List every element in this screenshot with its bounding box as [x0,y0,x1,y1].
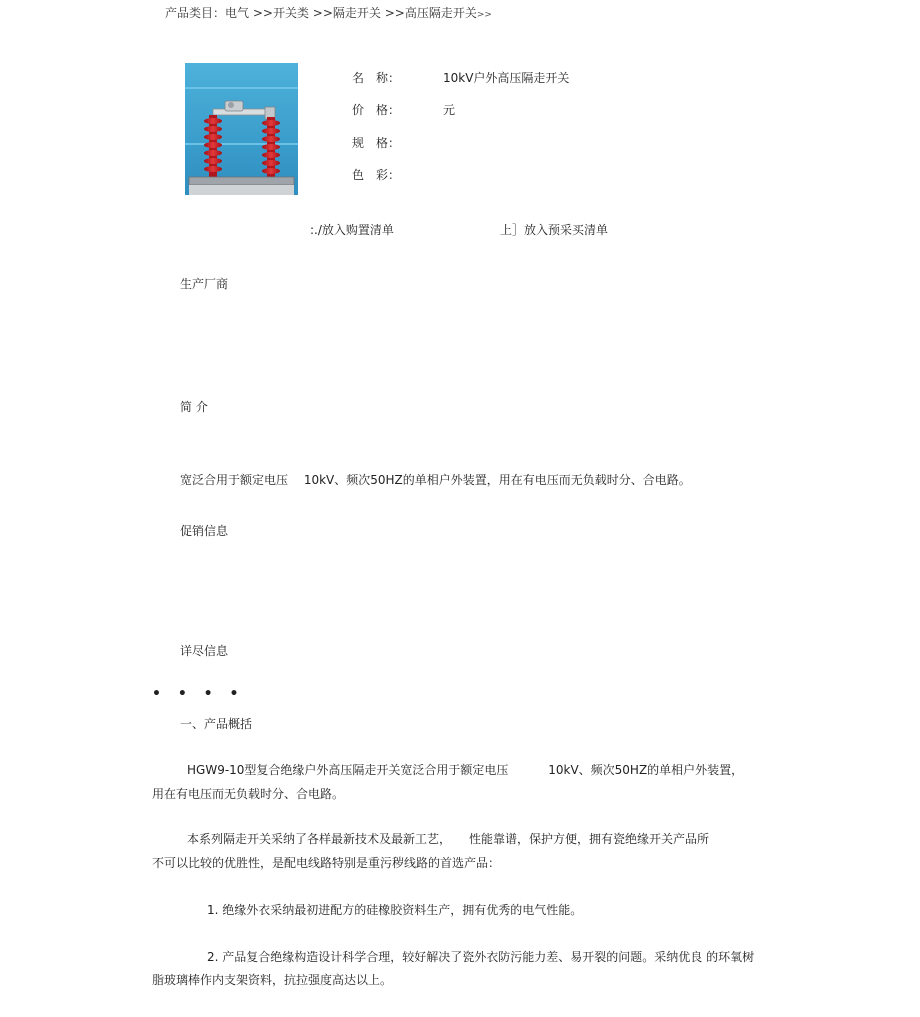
spec-value-name: 10kV户外高压隔走开关 [443,71,570,85]
spec-label-color: 色 彩： [352,168,401,182]
manufacturer-heading: 生产厂商 [180,277,229,291]
overview-para1-line1: HGW9-10型复合绝缘户外高压隔走开关宽泛合用于额定电压 10kV、频次50HZ的单相户外装置， [187,763,744,777]
isolating-switch-illustration [185,57,298,195]
breadcrumb-separator: >> [308,6,333,20]
intro-text: 宽泛合用于额定电压 10kV、频次50HZ的单相户外装置，用在有电压而无负载时分、合电路。 [180,473,691,487]
feature-item-2-line1: 2. 产品复合绝缘构造设计科学合理，较好解决了瓷外衣防污能力差、易开裂的问题。采纳优良 的环氧树 [207,950,755,964]
add-to-purchase-list-button[interactable]: :./放入购置清单 [310,223,394,237]
promo-heading: 促销信息 [180,524,229,538]
breadcrumb-item-switches[interactable]: 开关类 [272,6,309,20]
details-heading: 详尽信息 [180,644,229,658]
breadcrumb-item-electrical[interactable]: 电气 [225,6,250,20]
overview-para1-line2: 用在有电压而无负载时分、合电路。 [152,787,345,801]
ellipsis-dots: • • • • [152,686,245,702]
breadcrumb-item-isolating-switch[interactable]: 隔走开关 [332,6,381,20]
spec-label-name: 名 称： [352,71,401,85]
breadcrumb [165,4,492,21]
intro-heading: 简 介 [180,400,208,414]
breadcrumb-separator: >> [380,6,405,20]
breadcrumb-item-hv-isolating-switch[interactable]: 高压隔走开关 [404,6,477,20]
feature-item-2-line2: 脂玻璃棒作内支架资料，抗拉强度高达以上。 [152,973,393,987]
overview-para2-line2: 不可以比较的优胜性，是配电线路特别是重污秽线路的首选产品： [152,856,501,870]
breadcrumb-separator: >> [249,6,273,20]
spec-label-spec: 规 格： [352,136,401,150]
spec-label-price: 价 格： [352,103,401,117]
product-photo[interactable] [185,57,298,195]
feature-item-1: 1. 绝缘外衣采纳最初进配方的硅橡胶资料生产，拥有优秀的电气性能。 [207,903,583,917]
breadcrumb-tail: >> [476,10,492,20]
overview-title: 一、产品概括 [180,717,253,731]
breadcrumb-prefix: 产品类目： [165,6,226,20]
spec-value-price: 元 [443,103,456,117]
add-to-wishlist-button[interactable]: 上］放入预采买清单 [500,223,609,237]
overview-para2-line1: 本系列隔走开关采纳了各样最新技术及最新工艺， 性能靠谱，保护方便，拥有瓷绝缘开关产品所 [187,832,710,846]
